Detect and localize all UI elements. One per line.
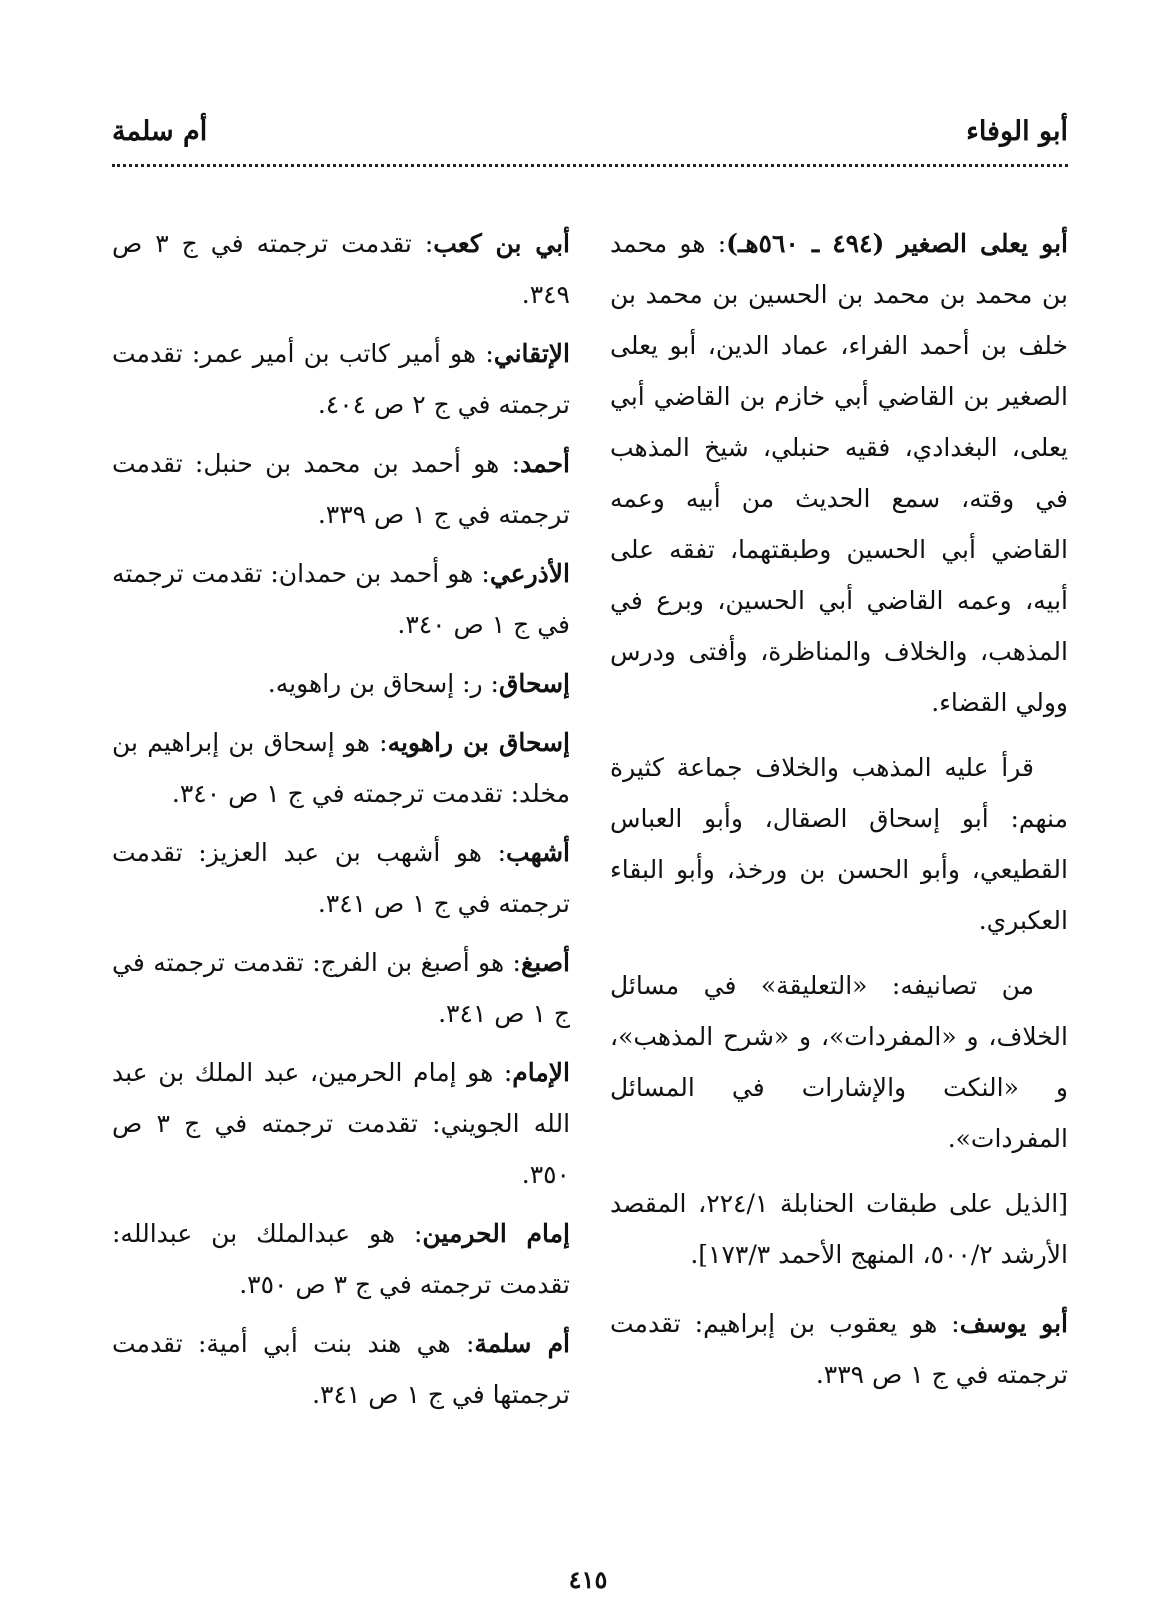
list-item	[112, 658, 570, 709]
list-item	[112, 1047, 570, 1200]
list-item	[112, 827, 570, 929]
right-column	[610, 218, 1068, 1408]
entry-term: أبي بن كعب	[433, 229, 570, 258]
entry-abu-yala-students: قرأ عليه المذهب والخلاف جماعة كثيرة منهم: أبو إسحاق الصقال، وأبو العباس القطيعي، وأبو الحسن بن ورخذ، وأبو البقاء العكبري.	[610, 753, 1068, 935]
entry-text: : ر: إسحاق بن راهويه.	[267, 669, 499, 698]
entry-term: أحمد	[520, 449, 570, 478]
entry-text: : هو أحمد بن حمدان: تقدمت ترجمته في ج ١ ص ٣٤٠.	[112, 559, 570, 639]
entry-text: : تقدمت ترجمته في ج ٣ ص ٣٤٩.	[112, 229, 570, 309]
header-left-title: أم سلمة	[112, 116, 208, 147]
entry-text: : هو أصبغ بن الفرج: تقدمت ترجمته في ج ١ ص ٣٤١.	[112, 948, 570, 1028]
entry-term: أشهب	[506, 838, 570, 867]
entry-term: إمام الحرمين	[422, 1219, 570, 1248]
page-header	[112, 116, 1068, 156]
entry-text: : هي هند بنت أبي أمية: تقدمت ترجمتها في ج ١ ص ٣٤١.	[112, 1329, 570, 1409]
page-number: ٤١٥	[568, 1565, 608, 1594]
entry-abu-yala-works: من تصانيفه: «التعليقة» في مسائل الخلاف، و «المفردات»، و «شرح المذهب»، و «النكت والإشارات في المسائل المفردات».	[610, 971, 1068, 1153]
entry-abu-yala-references: [الذيل على طبقات الحنابلة ٢٢٤/١، المقصد الأرشد ٥٠٠/٢، المنهج الأحمد ١٧٣/٣].	[610, 1189, 1069, 1269]
entry-text: : هو يعقوب بن إبراهيم: تقدمت ترجمته في ج ١ ص ٣٣٩.	[610, 1309, 1068, 1389]
list-item	[112, 1318, 570, 1420]
entry-text: : هو محمد بن محمد بن محمد بن الحسين بن محمد بن خلف بن أحمد الفراء، عماد الدين، أبو يعلى الصغير بن القاضي أبي خازم بن القاضي أبي يعلى، البغدادي، فقيه حنبلي، شيخ المذهب في وقته، سمع الحديث من أبيه وعمه القاضي أبي الحسين وطبقتهما، تفقه على أبيه، وعمه القاضي أبي الحسين، وبرع في المذهب، والخلاف والمناظرة، وأفتى ودرس وولي القضاء.	[610, 229, 1068, 717]
list-item	[112, 328, 570, 430]
entry-text: : هو إمام الحرمين، عبد الملك بن عبد الله الجويني: تقدمت ترجمته في ج ٣ ص ٣٥٠.	[112, 1058, 571, 1189]
list-item	[112, 218, 570, 320]
list-item	[112, 438, 570, 540]
list-item	[112, 937, 570, 1039]
header-right-title: أبو الوفاء	[966, 116, 1068, 147]
entry-term: أصبغ	[520, 948, 570, 977]
entry-text: : هو أمير كاتب بن أمير عمر: تقدمت ترجمته في ج ٢ ص ٤٠٤.	[112, 339, 570, 419]
entry-text: : هو إسحاق بن إبراهيم بن مخلد: تقدمت ترجمته في ج ١ ص ٣٤٠.	[112, 728, 570, 808]
entry-text: : هو عبدالملك بن عبدالله: تقدمت ترجمته في ج ٣ ص ٣٥٠.	[112, 1219, 570, 1299]
entry-text: : هو أحمد بن محمد بن حنبل: تقدمت ترجمته في ج ١ ص ٣٣٩.	[112, 449, 570, 529]
left-column	[112, 218, 570, 1428]
entry-term: إسحاق بن راهويه	[387, 728, 570, 757]
entry-abu-yala	[610, 218, 1068, 728]
list-item	[112, 717, 570, 819]
list-item	[112, 1208, 570, 1310]
entry-term: الأذرعي	[489, 559, 570, 588]
entry-term: إسحاق	[498, 669, 570, 698]
entry-term: أبو يوسف	[959, 1309, 1068, 1338]
header-dotted-divider	[112, 164, 1068, 167]
entry-term: الإمام	[512, 1058, 570, 1087]
entry-term: الإتقاني	[493, 339, 570, 368]
list-item	[112, 548, 570, 650]
entry-term: أم سلمة	[474, 1329, 570, 1358]
entry-term: أبو يعلى الصغير (٤٩٤ ـ ٥٦٠هـ)	[726, 229, 1068, 258]
entry-text: : هو أشهب بن عبد العزيز: تقدمت ترجمته في ج ١ ص ٣٤١.	[112, 838, 570, 918]
entry-abu-yusuf	[610, 1298, 1068, 1400]
